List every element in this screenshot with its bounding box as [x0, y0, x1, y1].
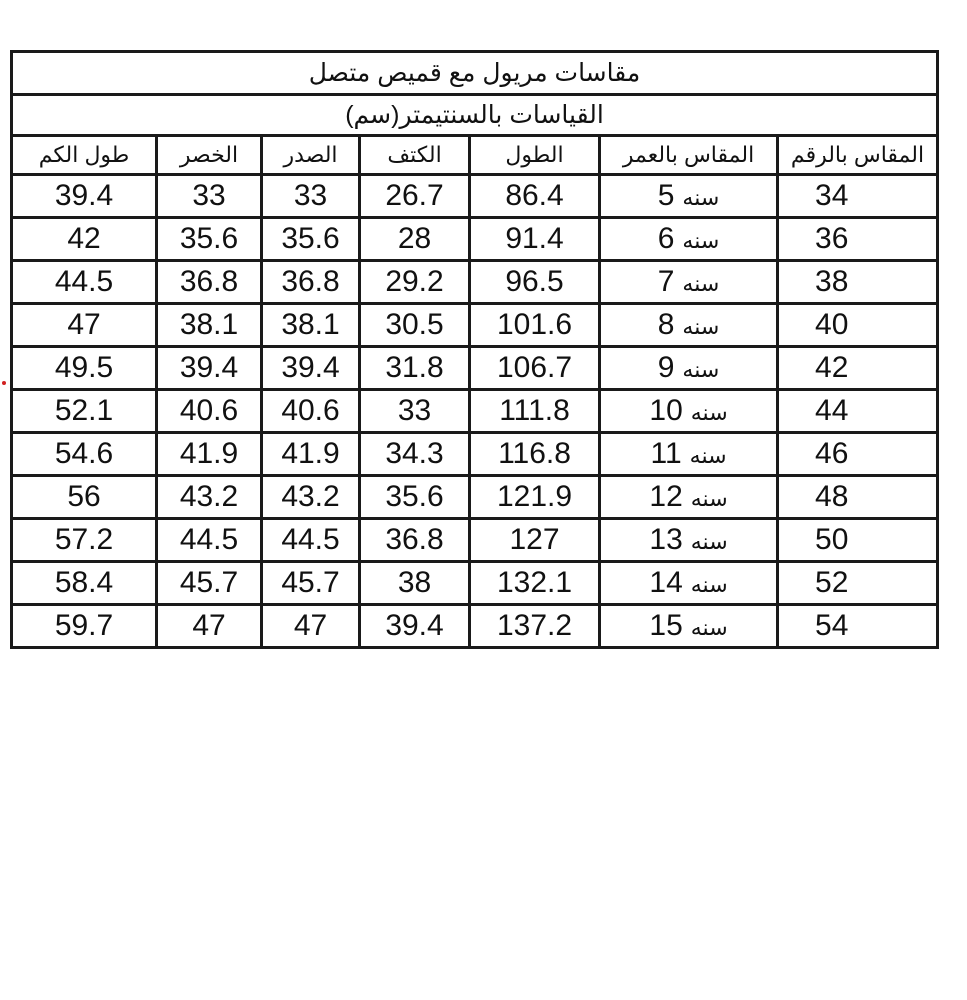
stray-red-dot [2, 381, 6, 385]
cell-size-number: 34 [778, 175, 938, 218]
cell-length: 137.2 [470, 605, 600, 648]
age-value: 15 [649, 609, 683, 642]
age-value: 6 [657, 222, 675, 255]
header-size-age: المقاس بالعمر [600, 136, 778, 175]
cell-sleeve-length: 44.5 [12, 261, 157, 304]
table-subtitle: القياسات بالسنتيمتر(سم) [12, 95, 938, 136]
cell-length: 121.9 [470, 476, 600, 519]
cell-sleeve-length: 57.2 [12, 519, 157, 562]
cell-waist: 43.2 [157, 476, 262, 519]
table-body [12, 175, 938, 648]
cell-size-number: 54 [778, 605, 938, 648]
cell-shoulder: 26.7 [360, 175, 470, 218]
cell-length: 86.4 [470, 175, 600, 218]
cell-size-age [600, 304, 778, 347]
cell-shoulder: 30.5 [360, 304, 470, 347]
header-shoulder: الكتف [360, 136, 470, 175]
header-waist: الخصر [157, 136, 262, 175]
cell-sleeve-length: 59.7 [12, 605, 157, 648]
age-word: سنه [690, 529, 728, 554]
column-header-row [12, 136, 938, 175]
cell-length: 101.6 [470, 304, 600, 347]
table-row [12, 433, 938, 476]
cell-waist: 35.6 [157, 218, 262, 261]
cell-chest: 38.1 [262, 304, 360, 347]
age-value: 14 [649, 566, 683, 599]
age-value: 11 [650, 437, 682, 470]
age-word: سنه [682, 357, 720, 382]
cell-sleeve-length: 56 [12, 476, 157, 519]
age-word: سنه [682, 228, 720, 253]
cell-waist: 36.8 [157, 261, 262, 304]
cell-shoulder: 31.8 [360, 347, 470, 390]
cell-length: 132.1 [470, 562, 600, 605]
cell-size-number: 48 [778, 476, 938, 519]
cell-size-number: 46 [778, 433, 938, 476]
cell-waist: 38.1 [157, 304, 262, 347]
cell-shoulder: 34.3 [360, 433, 470, 476]
cell-chest: 45.7 [262, 562, 360, 605]
table-row [12, 261, 938, 304]
cell-chest: 40.6 [262, 390, 360, 433]
cell-size-number: 52 [778, 562, 938, 605]
age-word: سنه [689, 443, 727, 468]
cell-size-age [600, 476, 778, 519]
cell-length: 106.7 [470, 347, 600, 390]
cell-shoulder: 36.8 [360, 519, 470, 562]
cell-sleeve-length: 52.1 [12, 390, 157, 433]
cell-size-age [600, 347, 778, 390]
table-row [12, 390, 938, 433]
cell-waist: 47 [157, 605, 262, 648]
cell-sleeve-length: 42 [12, 218, 157, 261]
age-value: 9 [657, 351, 675, 384]
table-row [12, 562, 938, 605]
age-value: 7 [657, 265, 675, 298]
cell-waist: 41.9 [157, 433, 262, 476]
cell-length: 111.8 [470, 390, 600, 433]
cell-size-number: 50 [778, 519, 938, 562]
cell-shoulder: 29.2 [360, 261, 470, 304]
age-word: سنه [690, 400, 728, 425]
age-word: سنه [690, 486, 728, 511]
cell-sleeve-length: 49.5 [12, 347, 157, 390]
cell-sleeve-length: 58.4 [12, 562, 157, 605]
age-value: 13 [649, 523, 683, 556]
cell-size-age [600, 562, 778, 605]
cell-sleeve-length: 47 [12, 304, 157, 347]
age-word: سنه [682, 314, 720, 339]
cell-size-age [600, 605, 778, 648]
age-value: 5 [657, 179, 675, 212]
cell-chest: 35.6 [262, 218, 360, 261]
table-row [12, 347, 938, 390]
cell-sleeve-length: 54.6 [12, 433, 157, 476]
cell-shoulder: 35.6 [360, 476, 470, 519]
cell-waist: 45.7 [157, 562, 262, 605]
cell-shoulder: 38 [360, 562, 470, 605]
cell-size-number: 40 [778, 304, 938, 347]
cell-chest: 44.5 [262, 519, 360, 562]
size-chart-table [10, 50, 939, 649]
table-row [12, 218, 938, 261]
table-title: مقاسات مريول مع قميص متصل [12, 52, 938, 95]
cell-waist: 44.5 [157, 519, 262, 562]
cell-chest: 36.8 [262, 261, 360, 304]
table-row [12, 605, 938, 648]
age-value: 12 [649, 480, 683, 513]
age-value: 8 [657, 308, 675, 341]
cell-size-number: 38 [778, 261, 938, 304]
cell-waist: 40.6 [157, 390, 262, 433]
cell-length: 127 [470, 519, 600, 562]
age-word: سنه [682, 185, 720, 210]
cell-chest: 39.4 [262, 347, 360, 390]
cell-size-age [600, 218, 778, 261]
cell-size-age [600, 261, 778, 304]
header-length: الطول [470, 136, 600, 175]
cell-size-age [600, 519, 778, 562]
cell-length: 116.8 [470, 433, 600, 476]
table-row [12, 175, 938, 218]
cell-size-age [600, 175, 778, 218]
cell-waist: 39.4 [157, 347, 262, 390]
cell-chest: 33 [262, 175, 360, 218]
header-size-number: المقاس بالرقم [778, 136, 938, 175]
cell-waist: 33 [157, 175, 262, 218]
age-word: سنه [690, 572, 728, 597]
cell-sleeve-length: 39.4 [12, 175, 157, 218]
cell-chest: 41.9 [262, 433, 360, 476]
age-word: سنه [690, 615, 728, 640]
title-row [12, 52, 938, 95]
cell-shoulder: 33 [360, 390, 470, 433]
subtitle-row [12, 95, 938, 136]
age-value: 10 [649, 394, 683, 427]
table-row [12, 304, 938, 347]
cell-chest: 43.2 [262, 476, 360, 519]
cell-size-number: 44 [778, 390, 938, 433]
table-row [12, 519, 938, 562]
cell-shoulder: 28 [360, 218, 470, 261]
header-chest: الصدر [262, 136, 360, 175]
cell-shoulder: 39.4 [360, 605, 470, 648]
cell-size-number: 36 [778, 218, 938, 261]
cell-length: 96.5 [470, 261, 600, 304]
age-word: سنه [682, 271, 720, 296]
cell-chest: 47 [262, 605, 360, 648]
header-sleeve-length: طول الكم [12, 136, 157, 175]
cell-length: 91.4 [470, 218, 600, 261]
cell-size-number: 42 [778, 347, 938, 390]
cell-size-age [600, 390, 778, 433]
table-row [12, 476, 938, 519]
cell-size-age [600, 433, 778, 476]
